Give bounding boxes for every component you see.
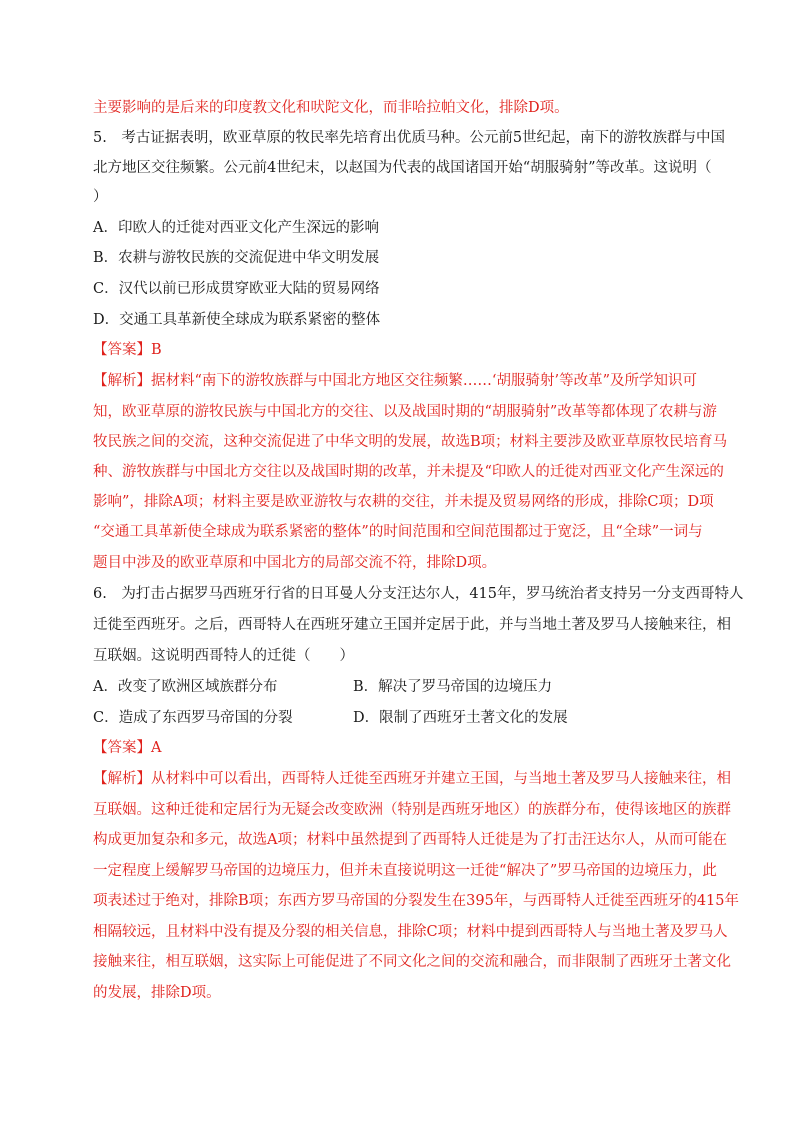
intro-analysis-line: 主要影响的是后来的印度教文化和吠陀文化，而非哈拉帕文化，排除D项。 xyxy=(93,100,569,116)
q6-analysis-line: 互联姻。这种迁徙和定居行为无疑会改变欧洲（特别是西班牙地区）的族群分布，使得该地区的族群 xyxy=(93,802,731,818)
q5-analysis-line: 种、游牧族群与中国北方交往以及战国时期的改革，并未提及“印欧人的迁徙对西亚文化产生深远的 xyxy=(93,464,724,480)
q6-analysis-line: 相隔较远，且材料中没有提及分裂的相关信息，排除C项；材料中提到西哥特人与当地土著及罗马人 xyxy=(93,924,728,940)
q6-analysis-line: 构成更加复杂和多元，故选A项；材料中虽然提到了西哥特人迁徙是为了打击汪达尔人，从而可能在 xyxy=(93,832,727,848)
q5-option-a: A．印欧人的迁徙对西亚文化产生深远的影响 xyxy=(93,220,379,236)
q6-stem-line: 迁徙至西班牙。之后，西哥特人在西班牙建立王国并定居于此，并与当地土著及罗马人接触来往，相 xyxy=(93,617,731,633)
q5-analysis-line: 【解析】据材料“南下的游牧族群与中国北方地区交往频繁……‘胡服骑射’等改革”及所学知识可 xyxy=(93,373,698,389)
q6-stem-line: 6. 为打击占据罗马西班牙行省的日耳曼人分支汪达尔人，415年，罗马统治者支持另一分支西哥特人 xyxy=(93,586,744,602)
q5-analysis-line: 影响”，排除A项；材料主要是欧亚游牧与农耕的交往，并未提及贸易网络的形成，排除C项；D项 xyxy=(93,494,714,510)
q6-analysis-line: 接触来往，相互联姻，这实际上可能促进了不同文化之间的交流和融合，而非限制了西班牙土著文化 xyxy=(93,954,731,970)
q5-answer: 【答案】B xyxy=(93,342,162,358)
q5-stem-line: ） xyxy=(93,189,108,205)
q6-stem-line: 互联姻。这说明西哥特人的迁徙（ ） xyxy=(93,648,354,664)
q6-analysis-line: 一定程度上缓解罗马帝国的边境压力，但并未直接说明这一迁徙“解决了”罗马帝国的边境压力，此 xyxy=(93,863,717,879)
q6-answer: 【答案】A xyxy=(93,740,162,756)
q5-analysis-line: 知，欧亚草原的游牧民族与中国北方的交往、以及战国时期的“胡服骑射”改革等都体现了农耕与游 xyxy=(93,404,717,420)
q6-analysis-line: 【解析】从材料中可以看出，西哥特人迁徙至西班牙并建立王国，与当地土著及罗马人接触来往，相 xyxy=(93,771,731,787)
q6-option-c: C．造成了东西罗马帝国的分裂 xyxy=(93,710,293,726)
q5-option-d: D．交通工具革新使全球成为联系紧密的整体 xyxy=(93,312,381,328)
q5-analysis-line: 牧民族之间的交流，这种交流促进了中华文明的发展，故选B项；材料主要涉及欧亚草原牧民培育马 xyxy=(93,434,728,450)
q5-stem-line: 北方地区交往频繁。公元前4世纪末，以赵国为代表的战国诸国开始“胡服骑射”等改革。这说明（ xyxy=(93,160,712,176)
q5-option-b: B．农耕与游牧民族的交流促进中华文明发展 xyxy=(93,250,380,266)
q6-option-b: B．解决了罗马帝国的边境压力 xyxy=(353,679,553,695)
q6-analysis-line: 的发展，排除D项。 xyxy=(93,985,221,1001)
q6-option-a: A．改变了欧洲区域族群分布 xyxy=(93,679,278,695)
q5-stem-line: 5. 考古证据表明，欧亚草原的牧民率先培育出优质马种。公元前5世纪起，南下的游牧族群与中国 xyxy=(93,130,726,146)
q5-analysis-line: 题目中涉及的欧亚草原和中国北方的局部交流不符，排除D项。 xyxy=(93,555,497,571)
q5-analysis-line: “交通工具革新使全球成为联系紧密的整体”的时间范围和空间范围都过于宽泛，且“全球”一词与 xyxy=(93,524,703,540)
q6-option-d: D．限制了西班牙土著文化的发展 xyxy=(353,710,568,726)
q5-option-c: C．汉代以前已形成贯穿欧亚大陆的贸易网络 xyxy=(93,281,380,297)
q6-analysis-line: 项表述过于绝对，排除B项；东西方罗马帝国的分裂发生在395年，与西哥特人迁徙至西班牙的415年 xyxy=(93,893,740,909)
